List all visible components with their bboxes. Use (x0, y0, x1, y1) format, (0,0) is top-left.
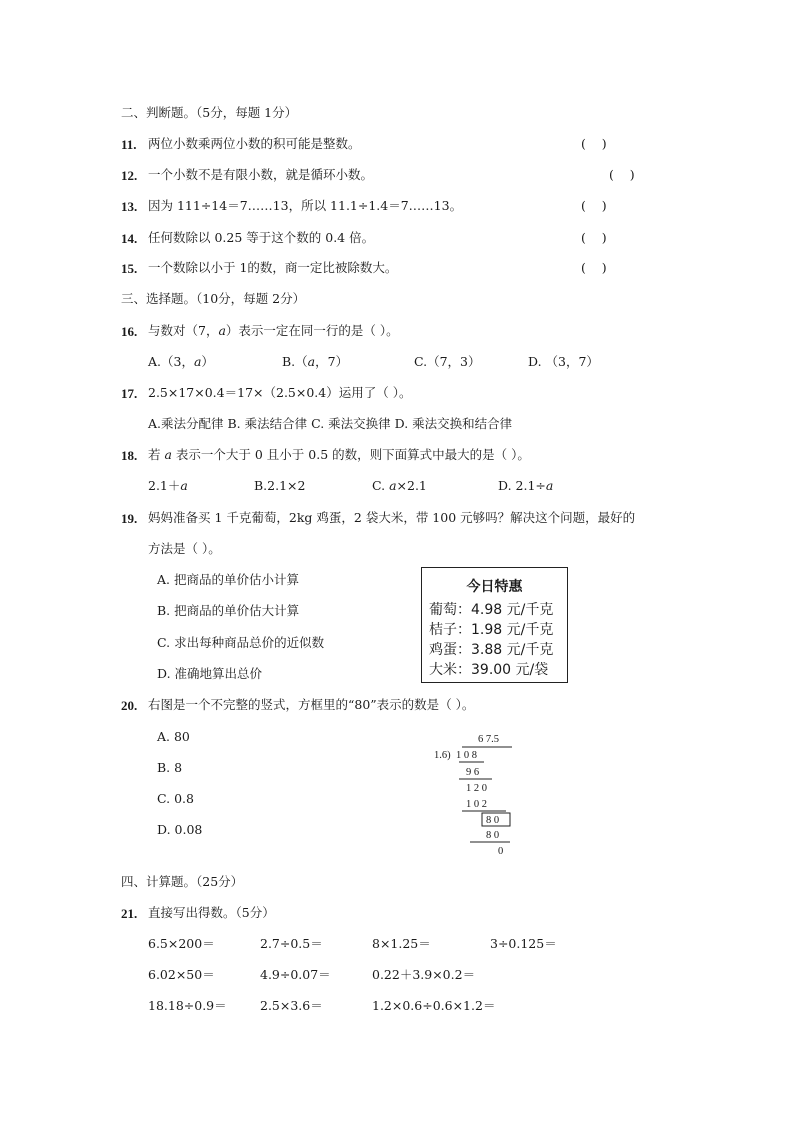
question-number: 11. (121, 137, 137, 152)
division-step: 9 6 (466, 767, 480, 778)
question-text: 妈妈准备买 1 千克葡萄，2kg 鸡蛋，2 袋大米，带 100 元够吗？解决这个问题，最好的 (148, 510, 636, 525)
calc-item[interactable]: 6.02×50＝ (148, 967, 215, 982)
calc-item[interactable]: 4.9÷0.07＝ (260, 967, 331, 982)
option-d[interactable]: D. 2.1÷a (498, 478, 554, 493)
question-text: 2.5×17×0.4＝17×（2.5×0.4）运用了（ ）。 (148, 385, 412, 400)
answer-blank[interactable]: ( ) (581, 230, 607, 245)
section-heading-calc: 四、计算题。（25分） (121, 874, 244, 889)
option-d[interactable]: D. （3，7） (528, 354, 599, 369)
answer-blank[interactable]: ( ) (581, 136, 607, 151)
options-line[interactable]: A.乘法分配律 B. 乘法结合律 C. 乘法交换律 D. 乘法交换和结合律 (148, 416, 513, 431)
calc-item[interactable]: 3÷0.125＝ (490, 936, 557, 951)
calc-item[interactable]: 0.22＋3.9×0.2＝ (372, 967, 476, 982)
calc-item[interactable]: 6.5×200＝ (148, 936, 215, 951)
answer-blank[interactable]: ( ) (609, 167, 635, 182)
question-number: 13. (121, 199, 138, 214)
question-number: 21. (121, 906, 138, 921)
question-number: 17. (121, 386, 138, 401)
question-number: 19. (121, 511, 138, 526)
question-number: 18. (121, 448, 138, 463)
option-b[interactable]: B. 8 (157, 760, 183, 775)
question-text: 一个数除以小于 1的数，商一定比被除数大。 (148, 260, 398, 275)
option-d[interactable]: D. 0.08 (157, 822, 203, 837)
price-line: 鸡蛋：3.88 元/千克 (429, 642, 554, 658)
division-step: 8 0 (486, 830, 500, 841)
question-text: 任何数除以 0.25 等于这个数的 0.4 倍。 (148, 230, 375, 245)
division-dividend: 1 0 8 (456, 750, 477, 761)
question-text: 直接写出得数。（5分） (148, 905, 275, 920)
question-text: 因为 111÷14＝7……13，所以 11.1÷1.4＝7……13。 (148, 198, 463, 213)
option-c[interactable]: C.（7，3） (414, 354, 481, 369)
calc-item[interactable]: 1.2×0.6÷0.6×1.2＝ (372, 998, 496, 1013)
option-b[interactable]: B.2.1×2 (254, 478, 306, 493)
option-c[interactable]: C. 求出每种商品总价的近似数 (157, 635, 325, 650)
section-heading-choice: 三、选择题。（10分，每题 2分） (121, 291, 306, 306)
price-box-title: 今日特惠 (466, 579, 523, 595)
option-c[interactable]: C. 0.8 (157, 791, 194, 806)
option-a[interactable]: A. 80 (157, 729, 190, 744)
division-step: 1 2 0 (466, 783, 487, 794)
question-text: 若 a 表示一个大于 0 且小于 0.5 的数，则下面算式中最大的是（ ）。 (148, 447, 530, 462)
division-step: 0 (498, 846, 504, 857)
calc-item[interactable]: 8×1.25＝ (372, 936, 431, 951)
answer-blank[interactable]: ( ) (581, 260, 607, 275)
option-c[interactable]: C. a×2.1 (372, 478, 427, 493)
option-b[interactable]: B.（a，7） (282, 354, 349, 369)
question-text-continued: 方法是（ ）。 (148, 541, 221, 556)
price-line: 大米：39.00 元/袋 (429, 662, 549, 678)
question-text: 一个小数不是有限小数，就是循环小数。 (148, 167, 374, 182)
calc-item[interactable]: 18.18÷0.9＝ (148, 998, 227, 1013)
long-division-figure (420, 725, 530, 860)
question-text: 两位小数乘两位小数的积可能是整数。 (148, 136, 361, 151)
question-number: 14. (121, 231, 138, 246)
price-box (421, 567, 568, 683)
option-a[interactable]: 2.1＋a (148, 478, 188, 493)
answer-blank[interactable]: ( ) (581, 198, 607, 213)
division-divisor: 1.6) (434, 750, 451, 761)
price-line: 葡萄：4.98 元/千克 (429, 602, 554, 618)
division-step: 8 0 (486, 815, 500, 826)
option-b[interactable]: B. 把商品的单价估大计算 (157, 603, 300, 618)
section-heading-judge: 二、判断题。（5分，每题 1分） (121, 105, 298, 120)
calc-item[interactable]: 2.5×3.6＝ (260, 998, 323, 1013)
question-number: 20. (121, 698, 138, 713)
price-line: 桔子：1.98 元/千克 (429, 622, 554, 638)
question-number: 16. (121, 324, 138, 339)
question-text: 右图是一个不完整的竖式，方框里的“80”表示的数是（ ）。 (148, 697, 475, 712)
division-step: 1 0 2 (466, 799, 487, 810)
question-number: 12. (121, 168, 138, 183)
division-quotient: 6 7.5 (478, 734, 499, 745)
calc-item[interactable]: 2.7÷0.5＝ (260, 936, 323, 951)
question-text: 与数对（7，a）表示一定在同一行的是（ ）。 (148, 323, 399, 338)
question-number: 15. (121, 261, 138, 276)
option-a[interactable]: A. 把商品的单价估小计算 (157, 572, 299, 587)
option-d[interactable]: D. 准确地算出总价 (157, 666, 263, 681)
option-a[interactable]: A.（3，a） (148, 354, 214, 369)
